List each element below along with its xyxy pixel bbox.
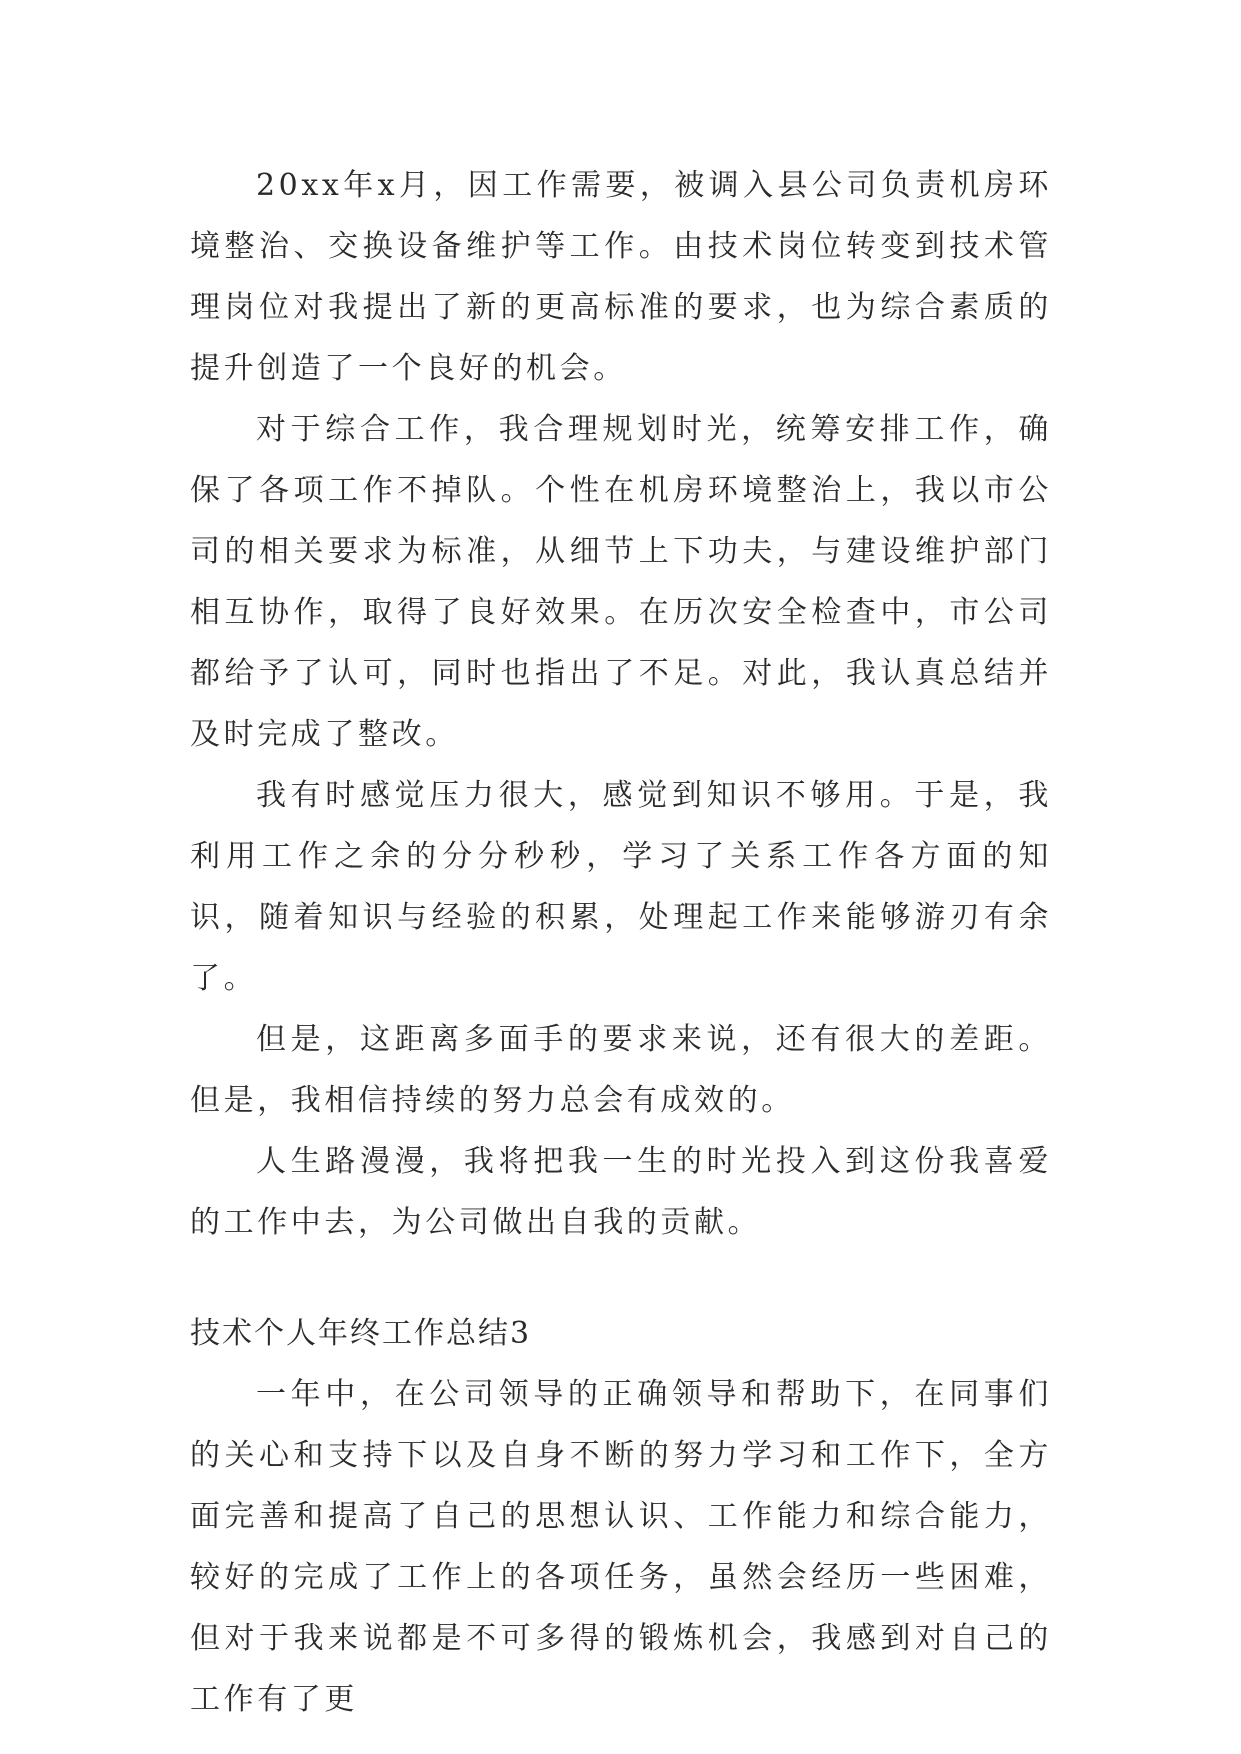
document-body xyxy=(190,155,1052,1730)
paragraph-comprehensive-work: 对于综合工作，我合理规划时光，统筹安排工作，确保了各项工作不掉队。个性在机房环境整治上，我以市公司的相关要求为标准，从细节上下功夫，与建设维护部门相互协作，取得了良好效果。在历次安全检查中，市公司都给予了认可，同时也指出了不足。对此，我认真总结并及时完成了整改。 xyxy=(190,412,1052,752)
paragraph-gap: 但是，这距离多面手的要求来说，还有很大的差距。但是，我相信持续的努力总会有成效的。 xyxy=(190,1022,1052,1118)
paragraph-learning: 我有时感觉压力很大，感觉到知识不够用。于是，我利用工作之余的分分秒秒，学习了关系工作各方面的知识，随着知识与经验的积累，处理起工作来能够游刃有余了。 xyxy=(190,778,1052,996)
paragraph-commitment: 人生路漫漫，我将把我一生的时光投入到这份我喜爱的工作中去，为公司做出自我的贡献。 xyxy=(190,1144,1052,1240)
section-title: 技术个人年终工作总结3 xyxy=(190,1316,532,1351)
paragraph-year-review: 一年中，在公司领导的正确领导和帮助下，在同事们的关心和支持下以及自身不断的努力学习和工作下，全方面完善和提高了自己的思想认识、工作能力和综合能力，较好的完成了工作上的各项任务，虽然会经历一些困难，但对于我来说都是不可多得的锻炼机会，我感到对自己的工作有了更 xyxy=(190,1377,1052,1717)
paragraph-job-transfer: 20xx年x月，因工作需要，被调入县公司负责机房环境整治、交换设备维护等工作。由技术岗位转变到技术管理岗位对我提出了新的更高标准的要求，也为综合素质的提升创造了一个良好的机会。 xyxy=(190,168,1052,386)
